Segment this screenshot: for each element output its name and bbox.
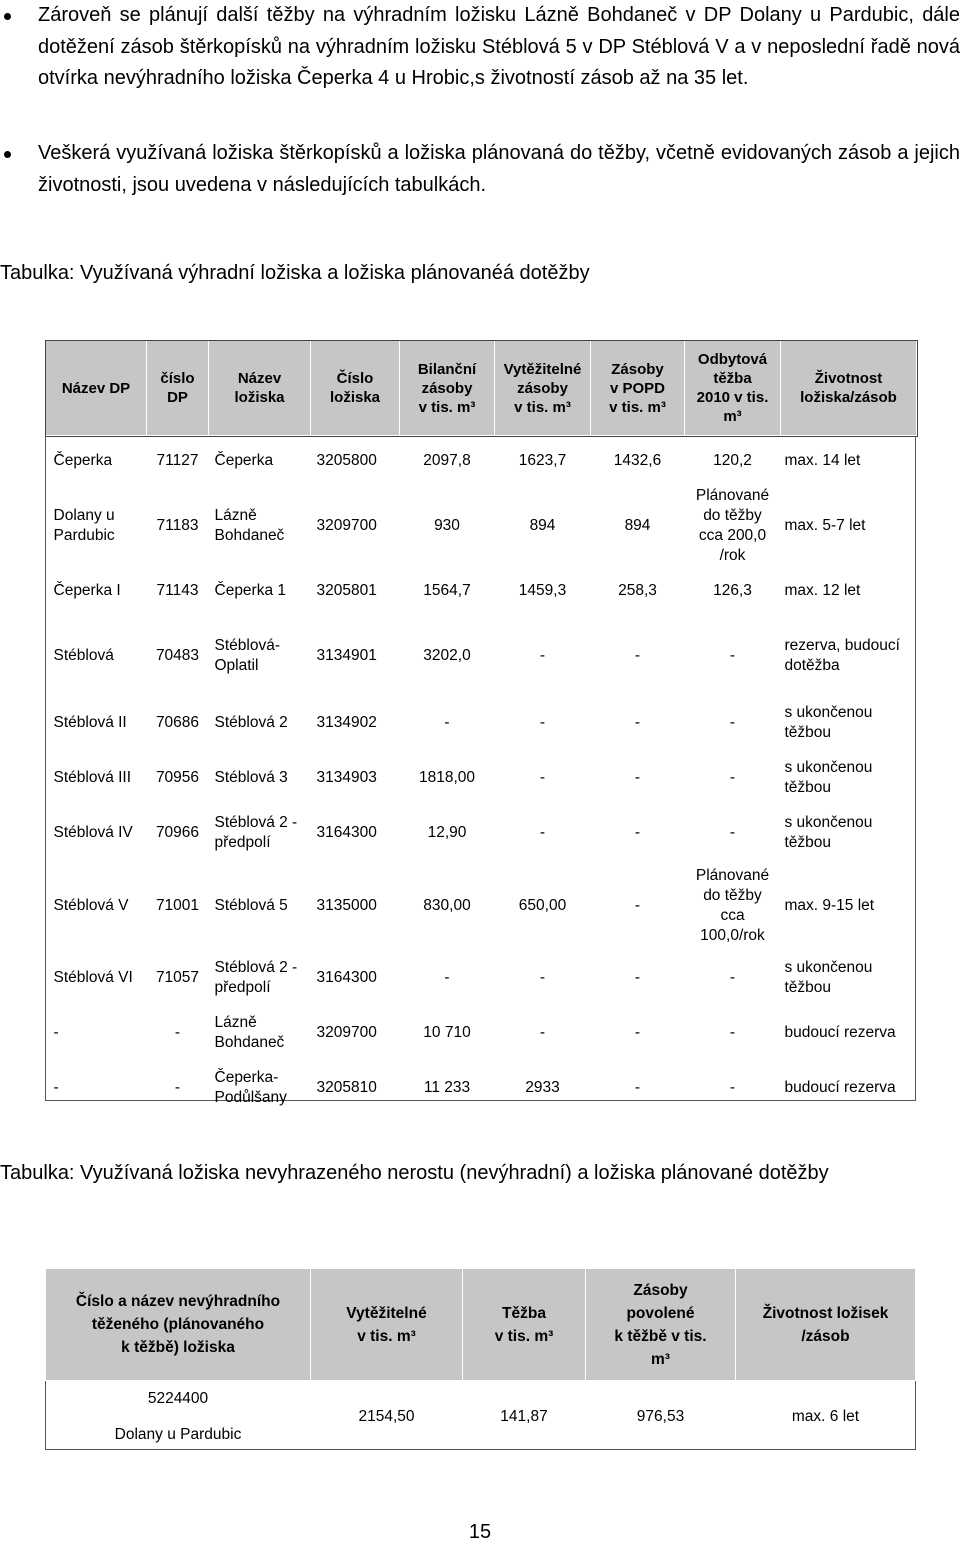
- table-cell: rezerva, budoucí dotěžba: [784, 636, 900, 674]
- table-cell: -: [729, 646, 736, 664]
- table-cell: Dolany u Pardubic: [53, 506, 115, 544]
- table-cell: Stéblová IV: [53, 824, 133, 841]
- table-cell: Lázně Bohdaneč: [214, 1014, 285, 1051]
- bullet-dot: [4, 151, 11, 158]
- table-cell: -: [634, 769, 641, 786]
- table-cell: -: [539, 769, 546, 786]
- table-row: [46, 696, 917, 751]
- table-cell: 1818,00: [418, 769, 476, 786]
- table2-header-cell: Číslo a název nevýhradního těženého (plánovaného k těžbě) ložiska: [46, 1269, 311, 1381]
- table-cell: Stéblová 3: [214, 769, 288, 786]
- table2-header-cell: Těžba v tis. m³: [463, 1269, 586, 1381]
- table-cell: 830,00: [423, 896, 471, 914]
- bullet-text: Veškerá využívaná ložiska štěrkopísků a ložiska plánovaná do těžby, včetně evidovaných zásob a jejich životnosti, jsou uvedena v následujících tabulkách.: [38, 142, 960, 196]
- table-cell: -: [729, 1024, 736, 1041]
- table-cell: 3135000: [316, 896, 377, 914]
- table-cell: 3134903: [316, 769, 377, 786]
- table-row: [46, 486, 917, 566]
- table-row: [46, 951, 917, 1006]
- table-cell: 3134901: [316, 646, 377, 664]
- table-cell: 3164300: [316, 969, 377, 986]
- table1-header-cell: Vytěžitelné zásoby v tis. m³: [495, 341, 591, 436]
- table-cell: Stéblová: [53, 646, 114, 664]
- table-row: [46, 861, 917, 951]
- page-number: 15: [468, 1521, 492, 1543]
- table-cell: 258,3: [618, 581, 657, 599]
- table-cell: 3205810: [316, 1079, 377, 1096]
- table-cell: -: [634, 896, 641, 914]
- table2-caption: Tabulka: Využívaná ložiska nevyhrazeného nerostu (nevýhradní) a ložiska plánované dotěžby: [0, 1162, 829, 1184]
- table-cell: -: [729, 714, 736, 731]
- table-cell: s ukončenou těžbou: [784, 759, 873, 796]
- table-cell: s ukončenou těžbou: [784, 959, 873, 996]
- table-cell: 3209700: [316, 516, 377, 534]
- table-cell: 3209700: [316, 1024, 377, 1041]
- table-cell: -: [634, 1079, 641, 1096]
- table-cell: Lázně Bohdaneč: [214, 506, 285, 544]
- table-cell: 71183: [156, 516, 199, 534]
- table-row: [46, 751, 917, 806]
- table-row: [46, 806, 917, 861]
- table-cell: 70686: [155, 714, 200, 731]
- table-row: [46, 436, 917, 486]
- table-cell: Stéblová-Oplatil: [214, 636, 280, 674]
- table-cell: 976,53: [636, 1408, 685, 1425]
- table-cell: 71143: [156, 581, 199, 599]
- table2-header-cell: Životnost ložisek /zásob: [736, 1269, 916, 1381]
- table-cell: 2154,50: [358, 1408, 415, 1425]
- table1-caption: Tabulka: Využívaná výhradní ložiska a ložiska plánovanéá dotěžby: [0, 262, 590, 284]
- table-cell: 1623,7: [518, 451, 567, 469]
- table-row: [46, 566, 917, 616]
- table-row: [46, 616, 917, 696]
- table-cell: -: [634, 714, 641, 731]
- table-cell: s ukončenou těžbou: [784, 704, 873, 741]
- table-cell: 10 710: [423, 1024, 471, 1041]
- table-cell: 126,3: [713, 581, 752, 599]
- table-cell: 5224400 Dolany u Pardubic: [114, 1390, 242, 1443]
- table-cell: max. 12 let: [784, 581, 861, 599]
- table-cell: -: [539, 824, 546, 841]
- table-cell: 70956: [155, 769, 200, 786]
- nonreserved-deposits-table: [45, 1268, 916, 1453]
- table-cell: -: [634, 1024, 641, 1041]
- table2-header-row: [46, 1269, 916, 1381]
- table-cell: max. 6 let: [791, 1408, 860, 1425]
- table-cell: -: [539, 969, 546, 986]
- table-cell: budoucí rezerva: [784, 1024, 896, 1041]
- table-cell: -: [174, 1024, 181, 1041]
- table-row: [46, 1006, 917, 1061]
- table-cell: -: [729, 824, 736, 841]
- deposits-table: [45, 340, 917, 1116]
- table-cell: Plánované do těžby cca 100,0/rok: [695, 866, 770, 944]
- table1-header-cell: Zásoby v POPD v tis. m³: [591, 341, 685, 436]
- table1-header-cell: Bilanční zásoby v tis. m³: [400, 341, 495, 436]
- table-cell: 650,00: [518, 896, 567, 914]
- table-cell: -: [539, 714, 546, 731]
- table1-header-cell: Odbytová těžba 2010 v tis. m³: [685, 341, 781, 436]
- table-cell: 894: [624, 516, 651, 534]
- table-cell: 70966: [155, 824, 200, 841]
- table-cell: 120,2: [713, 451, 752, 469]
- table-row: [46, 1061, 917, 1116]
- table-cell: Čeperka: [53, 451, 113, 469]
- bullet-dot: [4, 13, 11, 20]
- table-cell: 12,90: [427, 824, 467, 841]
- table-cell: 2933: [525, 1079, 560, 1096]
- table-cell: Plánované do těžby cca 200,0 /rok: [695, 486, 770, 564]
- table-cell: 71127: [156, 451, 199, 469]
- table-cell: Stéblová 2 - předpolí: [214, 959, 298, 996]
- table-cell: -: [53, 1024, 59, 1041]
- table-cell: 11 233: [423, 1079, 471, 1096]
- table-cell: 71001: [155, 896, 200, 914]
- table-cell: 3205800: [316, 451, 377, 469]
- table1-header-cell: Název ložiska: [209, 341, 311, 436]
- table-cell: Čeperka 1: [214, 581, 287, 599]
- table-cell: -: [539, 1024, 546, 1041]
- table-cell: 3205801: [316, 581, 377, 599]
- table-cell: 1432,6: [613, 451, 662, 469]
- table-cell: Čeperka: [214, 451, 274, 469]
- table-cell: 3202,0: [423, 646, 471, 664]
- table1-header-cell: Číslo ložiska: [311, 341, 400, 436]
- table-cell: 3164300: [316, 824, 377, 841]
- table-cell: Stéblová II: [53, 714, 127, 731]
- table2-header-cell: Vytěžitelné v tis. m³: [311, 1269, 463, 1381]
- table-cell: -: [729, 969, 736, 986]
- table-cell: 1459,3: [518, 581, 567, 599]
- table-cell: -: [174, 1079, 181, 1096]
- table-cell: 1564,7: [423, 581, 471, 599]
- table-cell: 70483: [155, 646, 200, 664]
- table-cell: max. 5-7 let: [784, 516, 866, 534]
- table1-header-row: [46, 341, 917, 436]
- bullet-item: [38, 138, 960, 201]
- table-cell: -: [444, 714, 450, 731]
- table-cell: -: [634, 646, 641, 664]
- table-cell: Stéblová 2: [214, 714, 288, 731]
- table-cell: budoucí rezerva: [784, 1079, 896, 1096]
- table-cell: -: [444, 969, 450, 986]
- table-cell: Stéblová 2 - předpolí: [214, 814, 298, 851]
- table-cell: 894: [529, 516, 556, 534]
- table-cell: max. 14 let: [784, 451, 861, 469]
- table-cell: -: [53, 1079, 59, 1096]
- table-cell: Stéblová V: [53, 896, 129, 914]
- table-cell: 3134902: [316, 714, 377, 731]
- table-cell: Stéblová 5: [214, 896, 288, 914]
- table1-header-cell: Název DP: [46, 341, 147, 436]
- table-cell: Čeperka-Podůlšany: [214, 1069, 287, 1106]
- table1-header-cell: číslo DP: [147, 341, 209, 436]
- table-cell: Stéblová VI: [53, 969, 133, 986]
- table1-header-cell: Životnost ložiska/zásob: [781, 341, 917, 436]
- table-cell: -: [729, 769, 736, 786]
- table-cell: -: [729, 1079, 736, 1096]
- table2-header-cell: Zásoby povolené k těžbě v tis. m³: [586, 1269, 736, 1381]
- table-cell: Stéblová III: [53, 769, 132, 786]
- table-cell: 930: [434, 516, 460, 534]
- bullet-item: [38, 0, 960, 95]
- table-cell: -: [634, 969, 641, 986]
- table-cell: 141,87: [500, 1408, 548, 1425]
- table-row: [46, 1381, 916, 1454]
- table-cell: -: [539, 646, 546, 664]
- table-cell: 71057: [155, 969, 200, 986]
- table-cell: 2097,8: [423, 451, 471, 469]
- bullet-text: Zároveň se plánují další těžby na výhradním ložisku Lázně Bohdaneč v DP Dolany u Pardubic, dále dotěžení zásob štěrkopísků na výhradním ložisku Stéblová 5 v DP Stéblová V a v neposlední řadě nová otvírka nevýhradního ložiska Čeperka 4 u Hrobic,s životností zásob až na 35 let.: [38, 4, 960, 89]
- table-cell: s ukončenou těžbou: [784, 814, 873, 851]
- table-cell: max. 9-15 let: [784, 896, 875, 914]
- table-cell: -: [634, 824, 641, 841]
- table-cell: Čeperka I: [53, 581, 121, 599]
